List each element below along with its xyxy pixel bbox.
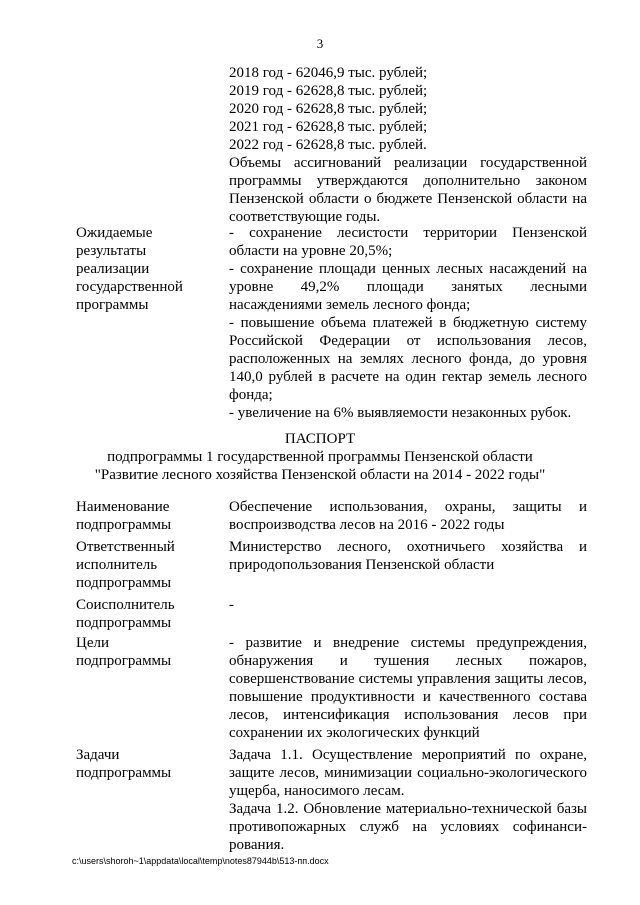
executor-label: исполнитель — [76, 557, 158, 573]
expected-results-line: насаждениями земель лесного фонда; — [229, 297, 471, 313]
expected-results-label: результаты — [76, 243, 147, 259]
budget-note-line: программы утверждаются дополнительно законом — [229, 173, 587, 189]
executor-label: подпрограммы — [76, 575, 172, 591]
tasks-text: ущерба, наносимого лесам. — [229, 783, 405, 799]
coexecutor-label: Соисполнитель — [76, 597, 175, 613]
goals-text: обнаружения и тушения лесных пожаров, — [229, 653, 587, 669]
budget-year-line: 2019 год - 62628,8 тыс. рублей; — [229, 83, 428, 99]
passport-subtitle: "Развитие лесного хозяйства Пензенской области на 2014 - 2022 годы" — [94, 467, 546, 483]
name-text: воспроизводства лесов на 2016 - 2022 годы — [229, 517, 505, 533]
budget-note-line: Пензенской области о бюджете Пензенской области на — [229, 191, 587, 207]
footer-file-path: c:\users\shoroh~1\appdata\local\temp\notes87944b\513-пп.docx — [72, 856, 329, 866]
goals-label: Цели — [76, 635, 110, 651]
tasks-text: противопожарных служб на условиях софинанси- — [229, 819, 587, 835]
name-label: Наименование — [76, 499, 170, 515]
goals-text: - развитие и внедрение системы предупреждения, — [229, 635, 587, 651]
expected-results-line: расположенных на землях лесного фонда, до уровня — [229, 351, 587, 367]
expected-results-label: государственной — [76, 279, 183, 295]
expected-results-line: области на уровне 20,5%; — [229, 243, 393, 259]
executor-text: Министерство лесного, охотничьего хозяйства и — [229, 539, 587, 555]
expected-results-line: - повышение объема платежей в бюджетную систему — [229, 315, 587, 331]
expected-results-line: - сохранение площади ценных лесных насаждений на — [229, 261, 587, 277]
tasks-text: Задача 1.1. Осуществление мероприятий по охране, — [229, 747, 587, 763]
expected-results-line: фонда; — [229, 387, 273, 403]
expected-results-line: уровне 49,2% площади занятых лесными — [229, 279, 587, 295]
budget-note-line: Объемы ассигнований реализации государственной — [229, 155, 587, 171]
budget-year-line: 2022 год - 62628,8 тыс. рублей. — [229, 137, 427, 153]
executor-label: Ответственный — [76, 539, 175, 555]
goals-label: подпрограммы — [76, 653, 172, 669]
budget-year-line: 2020 год - 62628,8 тыс. рублей; — [229, 101, 428, 117]
expected-results-line: Российской Федерации от использования лесов, — [229, 333, 587, 349]
coexecutor-text: - — [229, 597, 234, 613]
tasks-label: подпрограммы — [76, 765, 172, 781]
goals-text: совершенствование системы управления защиты лесов, — [229, 671, 587, 687]
budget-year-line: 2018 год - 62046,9 тыс. рублей; — [229, 65, 428, 81]
passport-title: ПАСПОРТ — [284, 431, 356, 447]
tasks-text: Задача 1.2. Обновление материально-технической базы — [229, 801, 587, 817]
passport-subtitle: подпрограммы 1 государственной программы Пензенской области — [107, 449, 533, 465]
expected-results-label: программы — [76, 297, 149, 313]
name-text: Обеспечение использования, охраны, защиты и — [229, 499, 587, 515]
tasks-label: Задачи — [76, 747, 120, 763]
coexecutor-label: подпрограммы — [76, 615, 172, 631]
tasks-text: рования. — [229, 837, 285, 853]
page-number: 3 — [316, 36, 324, 51]
goals-text: повышение продуктивности и качественного состава — [229, 689, 587, 705]
expected-results-line: 140,0 рублей в расчете на один гектар земель лесного — [229, 369, 587, 385]
expected-results-label: Ожидаемые — [76, 225, 153, 241]
executor-text: природопользования Пензенской области — [229, 557, 495, 573]
tasks-text: защите лесов, минимизации социально-экологического — [229, 765, 587, 781]
goals-text: сохранении их экологических функций — [229, 725, 480, 741]
budget-year-line: 2021 год - 62628,8 тыс. рублей; — [229, 119, 428, 135]
expected-results-line: - сохранение лесистости территории Пензенской — [229, 225, 587, 241]
expected-results-line: - увеличение на 6% выявляемости незаконных рубок. — [229, 405, 572, 421]
budget-note-line: соответствующие годы. — [229, 209, 381, 225]
name-label: подпрограммы — [76, 517, 172, 533]
goals-text: лесов, интенсификация использования лесов при — [229, 707, 587, 723]
expected-results-label: реализации — [76, 261, 150, 277]
